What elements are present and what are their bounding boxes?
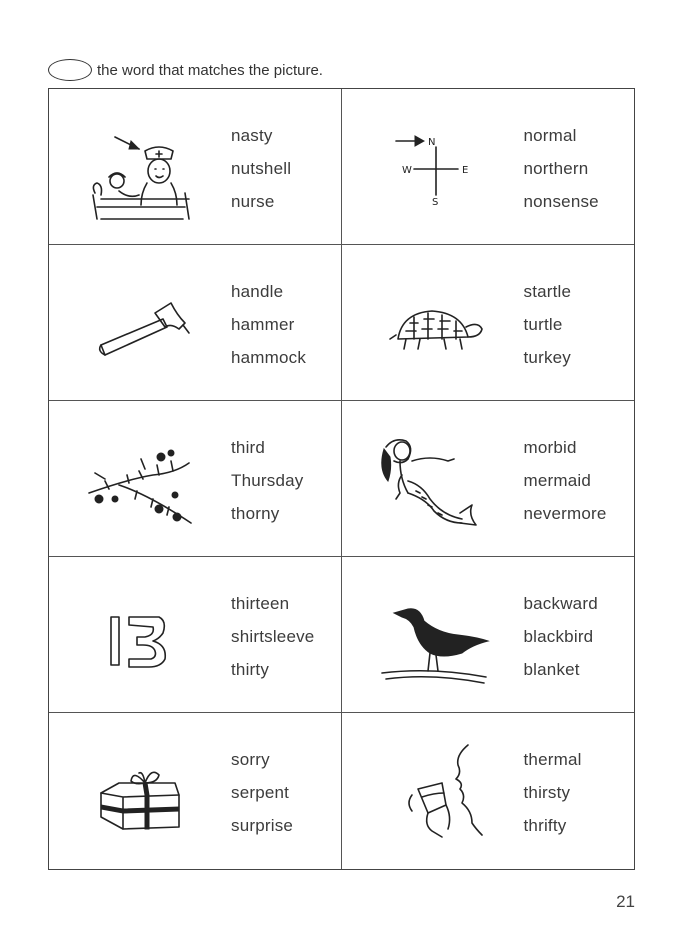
cell-mermaid — [342, 401, 635, 557]
word-option[interactable]: third — [231, 438, 266, 457]
compass-label-n: N — [427, 137, 435, 148]
cell-thorny — [49, 401, 342, 557]
word-option[interactable]: nurse — [231, 192, 275, 211]
worksheet-grid — [48, 88, 635, 870]
word-option[interactable]: handle — [231, 282, 284, 301]
cell-nurse — [49, 89, 342, 245]
word-option[interactable]: thorny — [231, 504, 280, 523]
word-options — [231, 275, 306, 374]
compass-label-w: W — [401, 165, 412, 176]
word-option[interactable]: nonsense — [523, 192, 599, 211]
word-option[interactable]: nutshell — [231, 159, 292, 178]
cell-turtle — [342, 245, 635, 401]
cell-compass — [342, 89, 635, 245]
word-option[interactable]: blanket — [523, 660, 580, 679]
word-option[interactable]: nevermore — [523, 504, 607, 523]
word-option[interactable]: turkey — [523, 348, 571, 367]
cell-thirsty — [342, 713, 635, 869]
page-number: 21 — [616, 892, 635, 911]
word-option[interactable]: turtle — [523, 315, 563, 334]
number-thirteen-icon — [79, 575, 203, 693]
turtle-icon — [372, 263, 496, 381]
word-option[interactable]: Thursday — [231, 471, 304, 490]
mermaid-icon — [372, 419, 496, 537]
word-option[interactable]: serpent — [231, 783, 290, 802]
word-option[interactable]: thermal — [523, 750, 582, 769]
word-options — [524, 431, 607, 530]
word-option[interactable]: thirsty — [523, 783, 571, 802]
cell-blackbird — [342, 557, 635, 713]
word-options — [231, 743, 293, 842]
word-option[interactable]: northern — [523, 159, 589, 178]
word-options — [231, 119, 291, 218]
word-option[interactable]: hammer — [231, 315, 295, 334]
word-option[interactable]: thirty — [231, 660, 270, 679]
word-option[interactable]: shirtsleeve — [231, 627, 315, 646]
word-options — [524, 119, 599, 218]
hammer-icon — [79, 263, 203, 381]
word-option[interactable]: hammock — [231, 348, 307, 367]
cell-gift — [49, 713, 342, 869]
compass-label-s: S — [431, 197, 438, 208]
compass-north-icon — [372, 107, 496, 225]
thirsty-drinking-icon — [372, 731, 496, 849]
word-options — [231, 431, 303, 530]
word-option[interactable]: morbid — [523, 438, 577, 457]
blackbird-icon — [372, 575, 496, 693]
word-options — [524, 743, 582, 842]
circle-oval-icon — [48, 59, 92, 81]
word-option[interactable]: startle — [523, 282, 572, 301]
instruction-text: the word that matches the picture. — [97, 61, 323, 79]
nurse-icon — [79, 107, 203, 225]
word-option[interactable]: thirteen — [231, 594, 290, 613]
word-options — [524, 587, 598, 686]
thorny-branch-icon — [79, 419, 203, 537]
word-option[interactable]: nasty — [231, 126, 273, 145]
instruction — [48, 58, 323, 82]
word-option[interactable]: mermaid — [523, 471, 592, 490]
cell-hammer — [49, 245, 342, 401]
word-option[interactable]: thrifty — [523, 816, 567, 835]
word-option[interactable]: normal — [523, 126, 577, 145]
word-options — [231, 587, 314, 686]
gift-box-icon — [79, 731, 203, 849]
compass-label-e: E — [461, 165, 468, 176]
word-option[interactable]: sorry — [231, 750, 270, 769]
word-option[interactable]: blackbird — [523, 627, 594, 646]
cell-thirteen — [49, 557, 342, 713]
word-options — [524, 275, 572, 374]
word-option[interactable]: surprise — [231, 816, 294, 835]
word-option[interactable]: backward — [523, 594, 598, 613]
